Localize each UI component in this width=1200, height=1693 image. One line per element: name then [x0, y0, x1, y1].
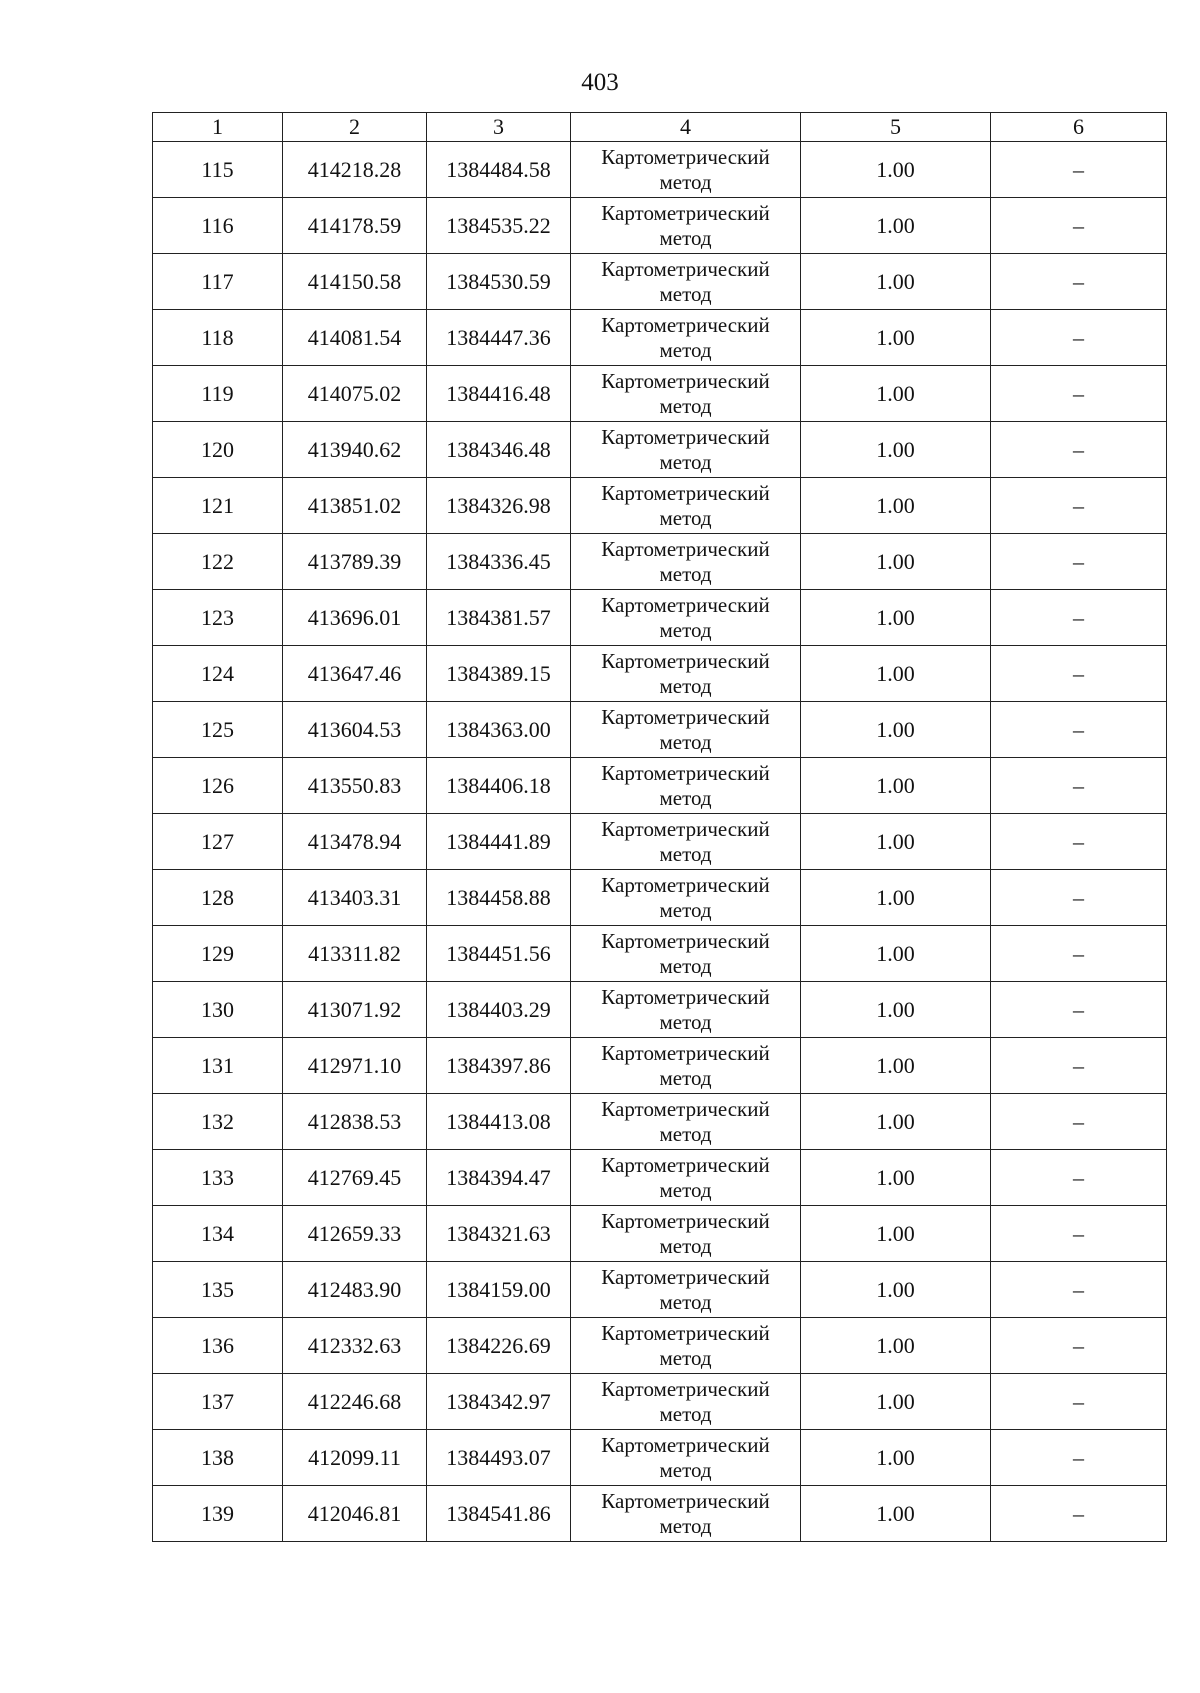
note-cell: – [991, 198, 1167, 254]
method-cell [571, 1262, 801, 1318]
accuracy-cell: 1.00 [801, 926, 991, 982]
table-row [153, 1430, 1167, 1486]
method-line-1: Картометрический [601, 984, 770, 1009]
table-body [153, 142, 1167, 1542]
method-line-1: Картометрический [601, 1040, 770, 1065]
method-line-1: Картометрический [601, 592, 770, 617]
method-cell [571, 646, 801, 702]
table-row [153, 646, 1167, 702]
method-cell [571, 478, 801, 534]
method-cell [571, 1318, 801, 1374]
table-row [153, 478, 1167, 534]
point-number-cell: 134 [153, 1206, 283, 1262]
accuracy-cell: 1.00 [801, 1094, 991, 1150]
note-cell: – [991, 814, 1167, 870]
method-line-1: Картометрический [601, 200, 770, 225]
method-cell [571, 1430, 801, 1486]
point-number-cell: 117 [153, 254, 283, 310]
point-number-cell: 133 [153, 1150, 283, 1206]
point-number-cell: 136 [153, 1318, 283, 1374]
method-line-1: Картометрический [601, 480, 770, 505]
point-number-cell: 116 [153, 198, 283, 254]
method-line-2: метод [659, 561, 712, 586]
note-cell: – [991, 1430, 1167, 1486]
table-row [153, 1318, 1167, 1374]
note-cell: – [991, 646, 1167, 702]
accuracy-cell: 1.00 [801, 982, 991, 1038]
method-cell [571, 422, 801, 478]
note-cell: – [991, 478, 1167, 534]
accuracy-cell: 1.00 [801, 478, 991, 534]
accuracy-cell: 1.00 [801, 1486, 991, 1542]
accuracy-cell: 1.00 [801, 702, 991, 758]
note-cell: – [991, 1094, 1167, 1150]
note-cell: – [991, 142, 1167, 198]
accuracy-cell: 1.00 [801, 1150, 991, 1206]
table-row [153, 1150, 1167, 1206]
accuracy-cell: 1.00 [801, 254, 991, 310]
y-coordinate-cell: 1384484.58 [427, 142, 571, 198]
table-row [153, 1262, 1167, 1318]
method-line-2: метод [659, 225, 712, 250]
table-row [153, 198, 1167, 254]
accuracy-cell: 1.00 [801, 422, 991, 478]
method-cell [571, 142, 801, 198]
x-coordinate-cell: 412046.81 [283, 1486, 427, 1542]
note-cell: – [991, 1262, 1167, 1318]
method-cell [571, 590, 801, 646]
method-line-2: метод [659, 1121, 712, 1146]
y-coordinate-cell: 1384226.69 [427, 1318, 571, 1374]
page-number: 403 [581, 69, 619, 96]
point-number-cell: 115 [153, 142, 283, 198]
table-row [153, 1038, 1167, 1094]
accuracy-cell: 1.00 [801, 198, 991, 254]
method-cell [571, 926, 801, 982]
point-number-cell: 129 [153, 926, 283, 982]
point-number-cell: 123 [153, 590, 283, 646]
header-row [153, 113, 1167, 142]
x-coordinate-cell: 413071.92 [283, 982, 427, 1038]
point-number-cell: 127 [153, 814, 283, 870]
y-coordinate-cell: 1384346.48 [427, 422, 571, 478]
method-line-1: Картометрический [601, 816, 770, 841]
note-cell: – [991, 1486, 1167, 1542]
y-coordinate-cell: 1384441.89 [427, 814, 571, 870]
accuracy-cell: 1.00 [801, 646, 991, 702]
x-coordinate-cell: 413696.01 [283, 590, 427, 646]
header-cell: 2 [283, 113, 427, 142]
y-coordinate-cell: 1384381.57 [427, 590, 571, 646]
x-coordinate-cell: 414178.59 [283, 198, 427, 254]
accuracy-cell: 1.00 [801, 142, 991, 198]
method-line-2: метод [659, 1345, 712, 1370]
method-line-2: метод [659, 897, 712, 922]
point-number-cell: 120 [153, 422, 283, 478]
method-line-2: метод [659, 1177, 712, 1202]
method-cell [571, 758, 801, 814]
accuracy-cell: 1.00 [801, 1206, 991, 1262]
table-row [153, 1206, 1167, 1262]
point-number-cell: 128 [153, 870, 283, 926]
x-coordinate-cell: 413851.02 [283, 478, 427, 534]
accuracy-cell: 1.00 [801, 1374, 991, 1430]
y-coordinate-cell: 1384413.08 [427, 1094, 571, 1150]
x-coordinate-cell: 414150.58 [283, 254, 427, 310]
method-line-1: Картометрический [601, 648, 770, 673]
x-coordinate-cell: 414081.54 [283, 310, 427, 366]
method-cell [571, 702, 801, 758]
accuracy-cell: 1.00 [801, 1038, 991, 1094]
point-number-cell: 138 [153, 1430, 283, 1486]
note-cell: – [991, 870, 1167, 926]
method-line-1: Картометрический [601, 312, 770, 337]
point-number-cell: 131 [153, 1038, 283, 1094]
method-line-1: Картометрический [601, 144, 770, 169]
method-cell [571, 1094, 801, 1150]
method-line-1: Картометрический [601, 704, 770, 729]
method-cell [571, 814, 801, 870]
point-number-cell: 124 [153, 646, 283, 702]
y-coordinate-cell: 1384406.18 [427, 758, 571, 814]
y-coordinate-cell: 1384363.00 [427, 702, 571, 758]
table-row [153, 142, 1167, 198]
x-coordinate-cell: 414075.02 [283, 366, 427, 422]
y-coordinate-cell: 1384326.98 [427, 478, 571, 534]
method-line-2: метод [659, 1065, 712, 1090]
point-number-cell: 135 [153, 1262, 283, 1318]
method-line-1: Картометрический [601, 368, 770, 393]
x-coordinate-cell: 413789.39 [283, 534, 427, 590]
y-coordinate-cell: 1384541.86 [427, 1486, 571, 1542]
point-number-cell: 122 [153, 534, 283, 590]
method-line-2: метод [659, 841, 712, 866]
accuracy-cell: 1.00 [801, 310, 991, 366]
header-cell: 3 [427, 113, 571, 142]
y-coordinate-cell: 1384530.59 [427, 254, 571, 310]
table-row [153, 310, 1167, 366]
method-line-2: метод [659, 169, 712, 194]
x-coordinate-cell: 412838.53 [283, 1094, 427, 1150]
method-line-1: Картометрический [601, 872, 770, 897]
method-cell [571, 310, 801, 366]
accuracy-cell: 1.00 [801, 590, 991, 646]
method-line-2: метод [659, 953, 712, 978]
method-cell [571, 870, 801, 926]
table-row [153, 1374, 1167, 1430]
x-coordinate-cell: 413647.46 [283, 646, 427, 702]
method-line-2: метод [659, 1457, 712, 1482]
method-cell [571, 254, 801, 310]
method-line-1: Картометрический [601, 1264, 770, 1289]
x-coordinate-cell: 413940.62 [283, 422, 427, 478]
accuracy-cell: 1.00 [801, 366, 991, 422]
header-cell: 4 [571, 113, 801, 142]
note-cell: – [991, 1038, 1167, 1094]
y-coordinate-cell: 1384389.15 [427, 646, 571, 702]
method-line-2: метод [659, 1009, 712, 1034]
note-cell: – [991, 534, 1167, 590]
method-line-2: метод [659, 673, 712, 698]
table-row [153, 758, 1167, 814]
note-cell: – [991, 702, 1167, 758]
method-line-2: метод [659, 393, 712, 418]
x-coordinate-cell: 413550.83 [283, 758, 427, 814]
x-coordinate-cell: 413604.53 [283, 702, 427, 758]
y-coordinate-cell: 1384493.07 [427, 1430, 571, 1486]
method-cell [571, 366, 801, 422]
note-cell: – [991, 1318, 1167, 1374]
table-row [153, 366, 1167, 422]
point-number-cell: 126 [153, 758, 283, 814]
point-number-cell: 119 [153, 366, 283, 422]
method-cell [571, 1206, 801, 1262]
table-row [153, 1094, 1167, 1150]
method-line-1: Картометрический [601, 536, 770, 561]
method-line-1: Картометрический [601, 928, 770, 953]
x-coordinate-cell: 412769.45 [283, 1150, 427, 1206]
table-row [153, 534, 1167, 590]
method-cell [571, 1038, 801, 1094]
note-cell: – [991, 1150, 1167, 1206]
x-coordinate-cell: 412246.68 [283, 1374, 427, 1430]
note-cell: – [991, 1206, 1167, 1262]
method-line-1: Картометрический [601, 1320, 770, 1345]
y-coordinate-cell: 1384321.63 [427, 1206, 571, 1262]
point-number-cell: 118 [153, 310, 283, 366]
method-line-2: метод [659, 337, 712, 362]
method-line-2: метод [659, 449, 712, 474]
point-number-cell: 139 [153, 1486, 283, 1542]
method-cell [571, 1150, 801, 1206]
header-cell: 6 [991, 113, 1167, 142]
coordinates-table [152, 112, 1167, 1542]
method-line-2: метод [659, 1401, 712, 1426]
method-cell [571, 534, 801, 590]
method-cell [571, 982, 801, 1038]
accuracy-cell: 1.00 [801, 1318, 991, 1374]
y-coordinate-cell: 1384451.56 [427, 926, 571, 982]
y-coordinate-cell: 1384416.48 [427, 366, 571, 422]
method-cell [571, 198, 801, 254]
note-cell: – [991, 926, 1167, 982]
y-coordinate-cell: 1384394.47 [427, 1150, 571, 1206]
method-line-1: Картометрический [601, 1096, 770, 1121]
x-coordinate-cell: 412483.90 [283, 1262, 427, 1318]
x-coordinate-cell: 412332.63 [283, 1318, 427, 1374]
note-cell: – [991, 590, 1167, 646]
x-coordinate-cell: 412971.10 [283, 1038, 427, 1094]
note-cell: – [991, 310, 1167, 366]
table-row [153, 422, 1167, 478]
x-coordinate-cell: 414218.28 [283, 142, 427, 198]
accuracy-cell: 1.00 [801, 534, 991, 590]
method-line-2: метод [659, 1513, 712, 1538]
method-line-2: метод [659, 1233, 712, 1258]
y-coordinate-cell: 1384342.97 [427, 1374, 571, 1430]
x-coordinate-cell: 413478.94 [283, 814, 427, 870]
method-cell [571, 1374, 801, 1430]
accuracy-cell: 1.00 [801, 1262, 991, 1318]
note-cell: – [991, 366, 1167, 422]
header-cell: 5 [801, 113, 991, 142]
method-line-1: Картометрический [601, 424, 770, 449]
method-line-2: метод [659, 1289, 712, 1314]
method-line-1: Картометрический [601, 760, 770, 785]
table-row [153, 814, 1167, 870]
note-cell: – [991, 422, 1167, 478]
method-line-1: Картометрический [601, 256, 770, 281]
method-line-1: Картометрический [601, 1376, 770, 1401]
y-coordinate-cell: 1384159.00 [427, 1262, 571, 1318]
y-coordinate-cell: 1384336.45 [427, 534, 571, 590]
method-cell [571, 1486, 801, 1542]
table-row [153, 982, 1167, 1038]
y-coordinate-cell: 1384447.36 [427, 310, 571, 366]
point-number-cell: 130 [153, 982, 283, 1038]
method-line-1: Картометрический [601, 1208, 770, 1233]
method-line-1: Картометрический [601, 1152, 770, 1177]
y-coordinate-cell: 1384397.86 [427, 1038, 571, 1094]
table-row [153, 1486, 1167, 1542]
point-number-cell: 137 [153, 1374, 283, 1430]
x-coordinate-cell: 412659.33 [283, 1206, 427, 1262]
accuracy-cell: 1.00 [801, 870, 991, 926]
table-row [153, 590, 1167, 646]
accuracy-cell: 1.00 [801, 814, 991, 870]
y-coordinate-cell: 1384458.88 [427, 870, 571, 926]
header-cell: 1 [153, 113, 283, 142]
note-cell: – [991, 1374, 1167, 1430]
x-coordinate-cell: 413403.31 [283, 870, 427, 926]
method-line-2: метод [659, 617, 712, 642]
note-cell: – [991, 758, 1167, 814]
x-coordinate-cell: 412099.11 [283, 1430, 427, 1486]
note-cell: – [991, 254, 1167, 310]
table-row [153, 926, 1167, 982]
table-row [153, 702, 1167, 758]
note-cell: – [991, 982, 1167, 1038]
y-coordinate-cell: 1384403.29 [427, 982, 571, 1038]
point-number-cell: 125 [153, 702, 283, 758]
method-line-1: Картометрический [601, 1488, 770, 1513]
point-number-cell: 132 [153, 1094, 283, 1150]
method-line-1: Картометрический [601, 1432, 770, 1457]
accuracy-cell: 1.00 [801, 1430, 991, 1486]
method-line-2: метод [659, 505, 712, 530]
y-coordinate-cell: 1384535.22 [427, 198, 571, 254]
table-row [153, 870, 1167, 926]
table-row [153, 254, 1167, 310]
method-line-2: метод [659, 785, 712, 810]
method-line-2: метод [659, 729, 712, 754]
x-coordinate-cell: 413311.82 [283, 926, 427, 982]
point-number-cell: 121 [153, 478, 283, 534]
method-line-2: метод [659, 281, 712, 306]
accuracy-cell: 1.00 [801, 758, 991, 814]
